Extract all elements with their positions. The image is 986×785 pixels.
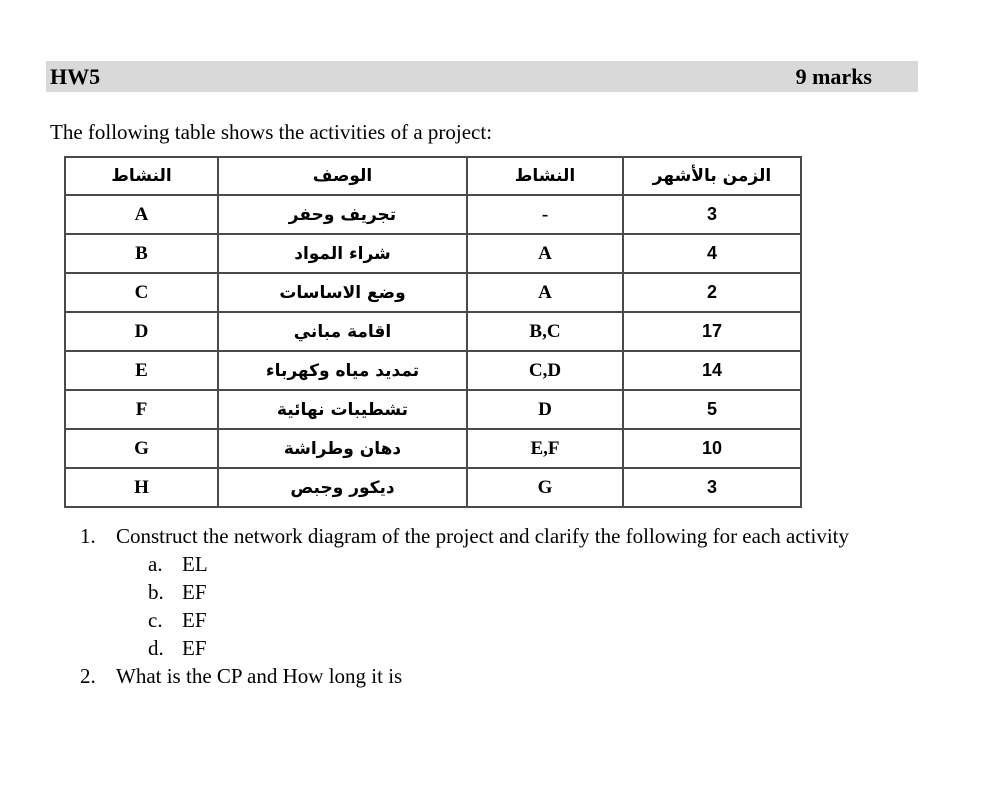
question-number: 2. — [80, 664, 96, 688]
cell-duration: 5 — [623, 390, 801, 429]
header-duration: الزمن بالأشهر — [623, 157, 801, 195]
marks-label: 9 marks — [795, 64, 872, 89]
cell-predecessor: - — [467, 195, 623, 234]
cell-description: شراء المواد — [218, 234, 467, 273]
sub-item — [80, 634, 940, 662]
sub-item-text: EL — [182, 552, 208, 576]
sub-item — [80, 550, 940, 578]
cell-description: ديكور وجبص — [218, 468, 467, 507]
header-description: الوصف — [218, 157, 467, 195]
cell-predecessor: B,C — [467, 312, 623, 351]
cell-duration: 3 — [623, 195, 801, 234]
cell-description: وضع الاساسات — [218, 273, 467, 312]
cell-activity: F — [65, 390, 218, 429]
header-predecessor: النشاط — [467, 157, 623, 195]
cell-activity: G — [65, 429, 218, 468]
questions-list — [80, 522, 940, 690]
cell-activity: E — [65, 351, 218, 390]
cell-duration: 4 — [623, 234, 801, 273]
header-bar — [46, 61, 918, 92]
activities-table — [64, 156, 802, 508]
table-header-row — [65, 157, 801, 195]
sub-item-letter: a. — [148, 552, 163, 576]
sub-item-letter: d. — [148, 636, 164, 660]
question-2 — [80, 662, 940, 690]
cell-activity: A — [65, 195, 218, 234]
cell-duration: 3 — [623, 468, 801, 507]
cell-description: دهان وطراشة — [218, 429, 467, 468]
cell-predecessor: G — [467, 468, 623, 507]
cell-description: تمديد مياه وكهرباء — [218, 351, 467, 390]
table-row — [65, 429, 801, 468]
sub-item-letter: b. — [148, 580, 164, 604]
question-number: 1. — [80, 524, 96, 548]
sub-item-text: EF — [182, 636, 207, 660]
cell-predecessor: D — [467, 390, 623, 429]
cell-duration: 2 — [623, 273, 801, 312]
question-text: Construct the network diagram of the project and clarify the following for each activity — [116, 524, 850, 548]
cell-predecessor: E,F — [467, 429, 623, 468]
table-row — [65, 468, 801, 507]
table-row — [65, 312, 801, 351]
assignment-title: HW5 — [50, 64, 101, 89]
intro-text: The following table shows the activities of a project: — [50, 120, 493, 144]
cell-activity: C — [65, 273, 218, 312]
cell-description: تجريف وحفر — [218, 195, 467, 234]
table-row — [65, 234, 801, 273]
cell-duration: 10 — [623, 429, 801, 468]
header-activity: النشاط — [65, 157, 218, 195]
sub-item-text: EF — [182, 608, 207, 632]
table-row — [65, 195, 801, 234]
sub-item — [80, 606, 940, 634]
cell-predecessor: A — [467, 273, 623, 312]
sub-item-text: EF — [182, 580, 207, 604]
table-row — [65, 351, 801, 390]
cell-duration: 17 — [623, 312, 801, 351]
sub-item-letter: c. — [148, 608, 163, 632]
cell-predecessor: A — [467, 234, 623, 273]
cell-activity: D — [65, 312, 218, 351]
table-row — [65, 390, 801, 429]
question-1 — [80, 522, 940, 550]
cell-predecessor: C,D — [467, 351, 623, 390]
cell-description: تشطيبات نهائية — [218, 390, 467, 429]
table-row — [65, 273, 801, 312]
cell-activity: H — [65, 468, 218, 507]
cell-description: اقامة مباني — [218, 312, 467, 351]
cell-duration: 14 — [623, 351, 801, 390]
question-text: What is the CP and How long it is — [116, 664, 403, 688]
cell-activity: B — [65, 234, 218, 273]
sub-item — [80, 578, 940, 606]
